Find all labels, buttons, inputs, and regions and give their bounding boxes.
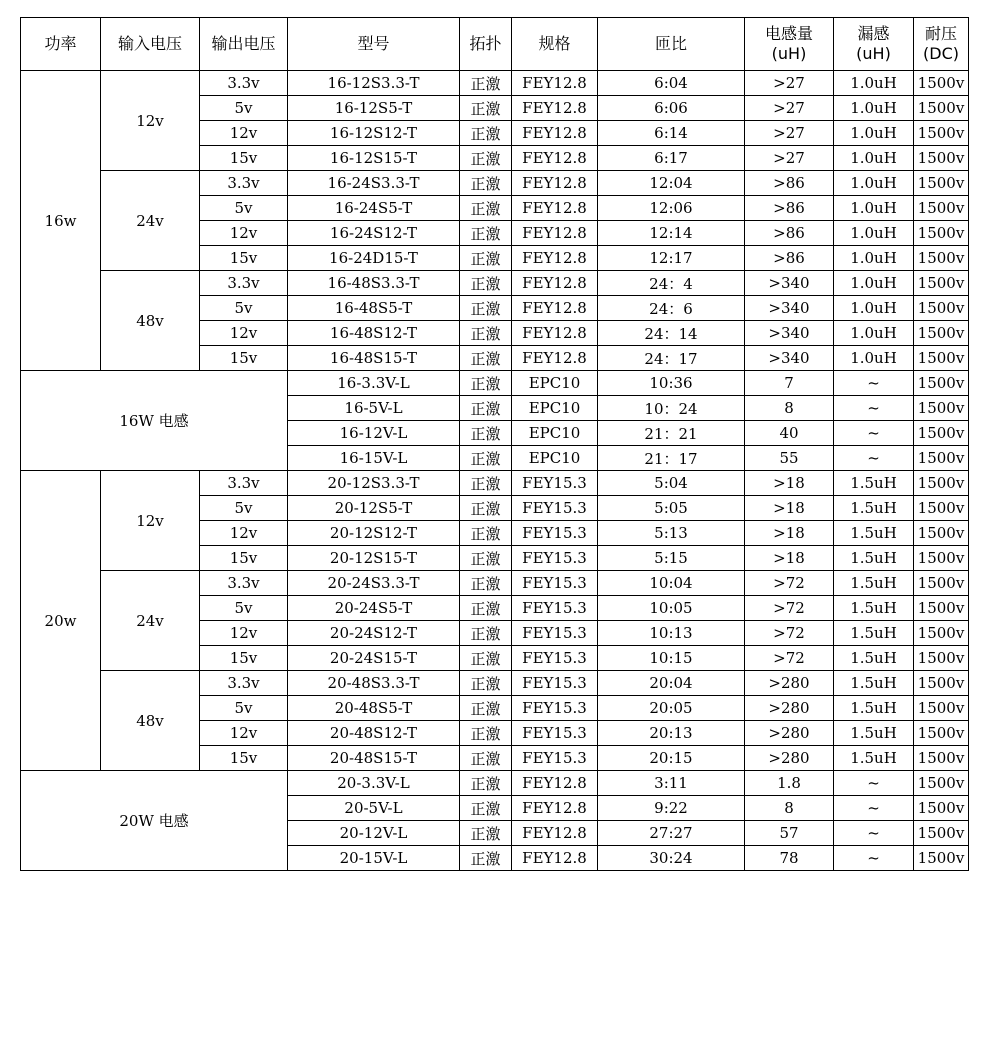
inductance-cell: >72 xyxy=(745,621,834,646)
withstand-voltage-cell: 1500v xyxy=(914,246,969,271)
inductance-cell: >18 xyxy=(745,546,834,571)
turns-ratio-cell: 12:17 xyxy=(598,246,745,271)
header-model: 型号 xyxy=(288,18,460,71)
inductance-cell: >18 xyxy=(745,521,834,546)
inductance-cell: >86 xyxy=(745,196,834,221)
topology-cell: 正激 xyxy=(460,771,512,796)
turns-ratio-cell: 24：4 xyxy=(598,271,745,296)
output-voltage-cell: 5v xyxy=(200,296,288,321)
leakage-cell: 1.0uH xyxy=(834,96,914,121)
output-voltage-cell: 5v xyxy=(200,96,288,121)
spec-cell: FEY15.3 xyxy=(512,746,598,771)
model-cell: 16-24D15-T xyxy=(288,246,460,271)
spec-cell: EPC10 xyxy=(512,396,598,421)
withstand-voltage-cell: 1500v xyxy=(914,196,969,221)
output-voltage-cell: 5v xyxy=(200,196,288,221)
withstand-voltage-cell: 1500v xyxy=(914,446,969,471)
spec-table xyxy=(20,17,969,871)
turns-ratio-cell: 5:15 xyxy=(598,546,745,571)
header-row xyxy=(21,18,969,71)
leakage-cell: 1.5uH xyxy=(834,546,914,571)
output-voltage-cell: 12v xyxy=(200,721,288,746)
topology-cell: 正激 xyxy=(460,221,512,246)
turns-ratio-cell: 12:14 xyxy=(598,221,745,246)
withstand-voltage-cell: 1500v xyxy=(914,721,969,746)
spec-cell: FEY12.8 xyxy=(512,121,598,146)
turns-ratio-cell: 9:22 xyxy=(598,796,745,821)
topology-cell: 正激 xyxy=(460,146,512,171)
model-cell: 20-48S12-T xyxy=(288,721,460,746)
spec-cell: FEY15.3 xyxy=(512,496,598,521)
topology-cell: 正激 xyxy=(460,121,512,146)
spec-cell: FEY12.8 xyxy=(512,71,598,96)
output-voltage-cell: 3.3v xyxy=(200,671,288,696)
spec-cell: FEY12.8 xyxy=(512,321,598,346)
turns-ratio-cell: 10:04 xyxy=(598,571,745,596)
topology-cell: 正激 xyxy=(460,821,512,846)
inductance-cell: >280 xyxy=(745,696,834,721)
leakage-cell: 1.0uH xyxy=(834,346,914,371)
model-cell: 16-12S3.3-T xyxy=(288,71,460,96)
withstand-voltage-cell: 1500v xyxy=(914,696,969,721)
leakage-cell: 1.0uH xyxy=(834,171,914,196)
spec-cell: FEY15.3 xyxy=(512,596,598,621)
input-voltage-cell: 24v xyxy=(101,171,200,271)
withstand-voltage-cell: 1500v xyxy=(914,221,969,246)
model-cell: 16-48S12-T xyxy=(288,321,460,346)
output-voltage-cell: 12v xyxy=(200,121,288,146)
turns-ratio-cell: 12:06 xyxy=(598,196,745,221)
inductance-cell: >280 xyxy=(745,671,834,696)
input-voltage-cell: 24v xyxy=(101,571,200,671)
withstand-voltage-cell: 1500v xyxy=(914,571,969,596)
leakage-cell: 1.5uH xyxy=(834,621,914,646)
leakage-cell: 1.5uH xyxy=(834,496,914,521)
turns-ratio-cell: 24：17 xyxy=(598,346,745,371)
withstand-voltage-cell: 1500v xyxy=(914,746,969,771)
leakage-cell: 1.5uH xyxy=(834,521,914,546)
inductance-cell: 8 xyxy=(745,396,834,421)
inductance-cell: >86 xyxy=(745,221,834,246)
topology-cell: 正激 xyxy=(460,721,512,746)
spec-cell: FEY15.3 xyxy=(512,696,598,721)
model-cell: 16-5V-L xyxy=(288,396,460,421)
inductance-cell: >340 xyxy=(745,296,834,321)
topology-cell: 正激 xyxy=(460,546,512,571)
inductance-cell: 78 xyxy=(745,846,834,871)
inductance-cell: >340 xyxy=(745,321,834,346)
turns-ratio-cell: 12:04 xyxy=(598,171,745,196)
turns-ratio-cell: 20:13 xyxy=(598,721,745,746)
table-row xyxy=(21,271,969,296)
topology-cell: 正激 xyxy=(460,296,512,321)
inductance-cell: >27 xyxy=(745,71,834,96)
table-row xyxy=(21,71,969,96)
withstand-voltage-cell: 1500v xyxy=(914,121,969,146)
spec-cell: FEY15.3 xyxy=(512,646,598,671)
table-row xyxy=(21,771,969,796)
topology-cell: 正激 xyxy=(460,671,512,696)
header-output-voltage: 输出电压 xyxy=(200,18,288,71)
withstand-voltage-cell: 1500v xyxy=(914,421,969,446)
turns-ratio-cell: 10:05 xyxy=(598,596,745,621)
output-voltage-cell: 12v xyxy=(200,621,288,646)
spec-cell: FEY12.8 xyxy=(512,96,598,121)
table-row xyxy=(21,571,969,596)
topology-cell: 正激 xyxy=(460,621,512,646)
leakage-cell: 1.0uH xyxy=(834,121,914,146)
power-cell: 20w xyxy=(21,471,101,771)
model-cell: 16-12V-L xyxy=(288,421,460,446)
withstand-voltage-cell: 1500v xyxy=(914,96,969,121)
withstand-voltage-cell: 1500v xyxy=(914,171,969,196)
power-cell: 16w xyxy=(21,71,101,371)
output-voltage-cell: 12v xyxy=(200,321,288,346)
turns-ratio-cell: 3:11 xyxy=(598,771,745,796)
model-cell: 20-12S12-T xyxy=(288,521,460,546)
model-cell: 16-12S12-T xyxy=(288,121,460,146)
leakage-cell: 1.5uH xyxy=(834,596,914,621)
table-row xyxy=(21,671,969,696)
turns-ratio-cell: 5:05 xyxy=(598,496,745,521)
model-cell: 20-5V-L xyxy=(288,796,460,821)
model-cell: 16-48S5-T xyxy=(288,296,460,321)
inductor-group-label: 20W 电感 xyxy=(21,771,288,871)
table-row xyxy=(21,171,969,196)
topology-cell: 正激 xyxy=(460,321,512,346)
model-cell: 20-48S15-T xyxy=(288,746,460,771)
output-voltage-cell: 15v xyxy=(200,346,288,371)
spec-cell: FEY15.3 xyxy=(512,521,598,546)
topology-cell: 正激 xyxy=(460,271,512,296)
output-voltage-cell: 3.3v xyxy=(200,571,288,596)
spec-cell: FEY12.8 xyxy=(512,821,598,846)
inductance-cell: 57 xyxy=(745,821,834,846)
input-voltage-cell: 12v xyxy=(101,471,200,571)
leakage-cell: 1.5uH xyxy=(834,471,914,496)
spec-cell: EPC10 xyxy=(512,371,598,396)
model-cell: 20-12S3.3-T xyxy=(288,471,460,496)
spec-cell: FEY12.8 xyxy=(512,146,598,171)
turns-ratio-cell: 21：17 xyxy=(598,446,745,471)
inductance-cell: >340 xyxy=(745,271,834,296)
withstand-voltage-cell: 1500v xyxy=(914,621,969,646)
model-cell: 16-24S12-T xyxy=(288,221,460,246)
leakage-cell: 1.5uH xyxy=(834,671,914,696)
inductance-cell: >18 xyxy=(745,471,834,496)
withstand-voltage-cell: 1500v xyxy=(914,146,969,171)
leakage-cell: 1.0uH xyxy=(834,71,914,96)
inductance-cell: 55 xyxy=(745,446,834,471)
withstand-voltage-cell: 1500v xyxy=(914,296,969,321)
withstand-voltage-cell: 1500v xyxy=(914,521,969,546)
withstand-voltage-cell: 1500v xyxy=(914,321,969,346)
leakage-cell: ~ xyxy=(834,796,914,821)
leakage-cell: 1.5uH xyxy=(834,571,914,596)
leakage-cell: 1.0uH xyxy=(834,296,914,321)
table-row xyxy=(21,371,969,396)
topology-cell: 正激 xyxy=(460,796,512,821)
input-voltage-cell: 48v xyxy=(101,671,200,771)
withstand-voltage-cell: 1500v xyxy=(914,596,969,621)
turns-ratio-cell: 20:15 xyxy=(598,746,745,771)
spec-cell: FEY12.8 xyxy=(512,346,598,371)
withstand-voltage-cell: 1500v xyxy=(914,846,969,871)
inductance-cell: >18 xyxy=(745,496,834,521)
leakage-cell: ~ xyxy=(834,846,914,871)
topology-cell: 正激 xyxy=(460,446,512,471)
turns-ratio-cell: 10:13 xyxy=(598,621,745,646)
model-cell: 20-12V-L xyxy=(288,821,460,846)
turns-ratio-cell: 6:17 xyxy=(598,146,745,171)
topology-cell: 正激 xyxy=(460,371,512,396)
spec-cell: FEY12.8 xyxy=(512,246,598,271)
topology-cell: 正激 xyxy=(460,646,512,671)
input-voltage-cell: 12v xyxy=(101,71,200,171)
model-cell: 20-24S5-T xyxy=(288,596,460,621)
input-voltage-cell: 48v xyxy=(101,271,200,371)
inductance-cell: >340 xyxy=(745,346,834,371)
turns-ratio-cell: 10:36 xyxy=(598,371,745,396)
model-cell: 20-48S3.3-T xyxy=(288,671,460,696)
output-voltage-cell: 15v xyxy=(200,746,288,771)
spec-cell: FEY12.8 xyxy=(512,846,598,871)
leakage-cell: 1.0uH xyxy=(834,321,914,346)
topology-cell: 正激 xyxy=(460,396,512,421)
topology-cell: 正激 xyxy=(460,246,512,271)
leakage-cell: 1.0uH xyxy=(834,271,914,296)
spec-cell: FEY15.3 xyxy=(512,621,598,646)
topology-cell: 正激 xyxy=(460,346,512,371)
model-cell: 16-12S15-T xyxy=(288,146,460,171)
spec-cell: FEY12.8 xyxy=(512,171,598,196)
turns-ratio-cell: 10：24 xyxy=(598,396,745,421)
output-voltage-cell: 15v xyxy=(200,646,288,671)
output-voltage-cell: 15v xyxy=(200,546,288,571)
turns-ratio-cell: 6:14 xyxy=(598,121,745,146)
leakage-cell: 1.5uH xyxy=(834,746,914,771)
turns-ratio-cell: 20:05 xyxy=(598,696,745,721)
model-cell: 20-15V-L xyxy=(288,846,460,871)
turns-ratio-cell: 6:06 xyxy=(598,96,745,121)
model-cell: 20-12S15-T xyxy=(288,546,460,571)
inductance-cell: 40 xyxy=(745,421,834,446)
turns-ratio-cell: 5:04 xyxy=(598,471,745,496)
withstand-voltage-cell: 1500v xyxy=(914,71,969,96)
header-topology: 拓扑 xyxy=(460,18,512,71)
header-input-voltage: 输入电压 xyxy=(101,18,200,71)
topology-cell: 正激 xyxy=(460,421,512,446)
withstand-voltage-cell: 1500v xyxy=(914,496,969,521)
topology-cell: 正激 xyxy=(460,846,512,871)
leakage-cell: ~ xyxy=(834,421,914,446)
model-cell: 16-15V-L xyxy=(288,446,460,471)
spec-cell: FEY12.8 xyxy=(512,196,598,221)
topology-cell: 正激 xyxy=(460,571,512,596)
table-body xyxy=(21,71,969,871)
spec-cell: EPC10 xyxy=(512,446,598,471)
inductance-cell: >27 xyxy=(745,121,834,146)
inductance-cell: >280 xyxy=(745,721,834,746)
inductance-cell: 1.8 xyxy=(745,771,834,796)
model-cell: 16-24S5-T xyxy=(288,196,460,221)
model-cell: 16-48S3.3-T xyxy=(288,271,460,296)
header-spec: 规格 xyxy=(512,18,598,71)
turns-ratio-cell: 24：14 xyxy=(598,321,745,346)
withstand-voltage-cell: 1500v xyxy=(914,271,969,296)
output-voltage-cell: 5v xyxy=(200,496,288,521)
header-power: 功率 xyxy=(21,18,101,71)
inductance-cell: >86 xyxy=(745,246,834,271)
topology-cell: 正激 xyxy=(460,496,512,521)
withstand-voltage-cell: 1500v xyxy=(914,396,969,421)
topology-cell: 正激 xyxy=(460,596,512,621)
model-cell: 20-24S3.3-T xyxy=(288,571,460,596)
turns-ratio-cell: 27:27 xyxy=(598,821,745,846)
spec-cell: FEY15.3 xyxy=(512,546,598,571)
spec-cell: FEY15.3 xyxy=(512,721,598,746)
withstand-voltage-cell: 1500v xyxy=(914,821,969,846)
inductance-cell: 7 xyxy=(745,371,834,396)
header-inductance: 电感量 (uH) xyxy=(745,18,834,71)
topology-cell: 正激 xyxy=(460,696,512,721)
spec-cell: FEY15.3 xyxy=(512,571,598,596)
leakage-cell: ~ xyxy=(834,821,914,846)
model-cell: 16-48S15-T xyxy=(288,346,460,371)
inductance-cell: 8 xyxy=(745,796,834,821)
turns-ratio-cell: 24：6 xyxy=(598,296,745,321)
inductance-cell: >72 xyxy=(745,646,834,671)
output-voltage-cell: 5v xyxy=(200,596,288,621)
topology-cell: 正激 xyxy=(460,171,512,196)
inductance-cell: >72 xyxy=(745,596,834,621)
leakage-cell: 1.0uH xyxy=(834,146,914,171)
output-voltage-cell: 3.3v xyxy=(200,171,288,196)
turns-ratio-cell: 30:24 xyxy=(598,846,745,871)
output-voltage-cell: 3.3v xyxy=(200,71,288,96)
spec-cell: FEY15.3 xyxy=(512,671,598,696)
model-cell: 16-12S5-T xyxy=(288,96,460,121)
inductance-cell: >280 xyxy=(745,746,834,771)
topology-cell: 正激 xyxy=(460,471,512,496)
header-turns-ratio: 匝比 xyxy=(598,18,745,71)
model-cell: 16-3.3V-L xyxy=(288,371,460,396)
model-cell: 16-24S3.3-T xyxy=(288,171,460,196)
inductor-group-label: 16W 电感 xyxy=(21,371,288,471)
output-voltage-cell: 12v xyxy=(200,221,288,246)
spec-cell: FEY15.3 xyxy=(512,471,598,496)
model-cell: 20-24S12-T xyxy=(288,621,460,646)
withstand-voltage-cell: 1500v xyxy=(914,471,969,496)
leakage-cell: 1.0uH xyxy=(834,221,914,246)
turns-ratio-cell: 5:13 xyxy=(598,521,745,546)
withstand-voltage-cell: 1500v xyxy=(914,671,969,696)
turns-ratio-cell: 10:15 xyxy=(598,646,745,671)
withstand-voltage-cell: 1500v xyxy=(914,796,969,821)
withstand-voltage-cell: 1500v xyxy=(914,646,969,671)
spec-cell: FEY12.8 xyxy=(512,771,598,796)
output-voltage-cell: 15v xyxy=(200,246,288,271)
topology-cell: 正激 xyxy=(460,71,512,96)
topology-cell: 正激 xyxy=(460,96,512,121)
turns-ratio-cell: 20:04 xyxy=(598,671,745,696)
spec-cell: FEY12.8 xyxy=(512,271,598,296)
spec-cell: FEY12.8 xyxy=(512,221,598,246)
topology-cell: 正激 xyxy=(460,521,512,546)
output-voltage-cell: 3.3v xyxy=(200,471,288,496)
leakage-cell: ~ xyxy=(834,396,914,421)
leakage-cell: ~ xyxy=(834,771,914,796)
topology-cell: 正激 xyxy=(460,196,512,221)
inductance-cell: >27 xyxy=(745,96,834,121)
model-cell: 20-3.3V-L xyxy=(288,771,460,796)
turns-ratio-cell: 6:04 xyxy=(598,71,745,96)
withstand-voltage-cell: 1500v xyxy=(914,346,969,371)
output-voltage-cell: 15v xyxy=(200,146,288,171)
header-leakage: 漏感 (uH) xyxy=(834,18,914,71)
model-cell: 20-24S15-T xyxy=(288,646,460,671)
leakage-cell: 1.5uH xyxy=(834,696,914,721)
topology-cell: 正激 xyxy=(460,746,512,771)
output-voltage-cell: 5v xyxy=(200,696,288,721)
inductance-cell: >27 xyxy=(745,146,834,171)
leakage-cell: 1.0uH xyxy=(834,196,914,221)
leakage-cell: 1.0uH xyxy=(834,246,914,271)
model-cell: 20-48S5-T xyxy=(288,696,460,721)
withstand-voltage-cell: 1500v xyxy=(914,771,969,796)
leakage-cell: ~ xyxy=(834,446,914,471)
leakage-cell: 1.5uH xyxy=(834,721,914,746)
spec-cell: EPC10 xyxy=(512,421,598,446)
leakage-cell: 1.5uH xyxy=(834,646,914,671)
table-row xyxy=(21,471,969,496)
output-voltage-cell: 12v xyxy=(200,521,288,546)
output-voltage-cell: 3.3v xyxy=(200,271,288,296)
leakage-cell: ~ xyxy=(834,371,914,396)
turns-ratio-cell: 21：21 xyxy=(598,421,745,446)
withstand-voltage-cell: 1500v xyxy=(914,371,969,396)
spec-cell: FEY12.8 xyxy=(512,796,598,821)
inductance-cell: >72 xyxy=(745,571,834,596)
header-withstand-voltage: 耐压 (DC) xyxy=(914,18,969,71)
withstand-voltage-cell: 1500v xyxy=(914,546,969,571)
model-cell: 20-12S5-T xyxy=(288,496,460,521)
spec-cell: FEY12.8 xyxy=(512,296,598,321)
inductance-cell: >86 xyxy=(745,171,834,196)
